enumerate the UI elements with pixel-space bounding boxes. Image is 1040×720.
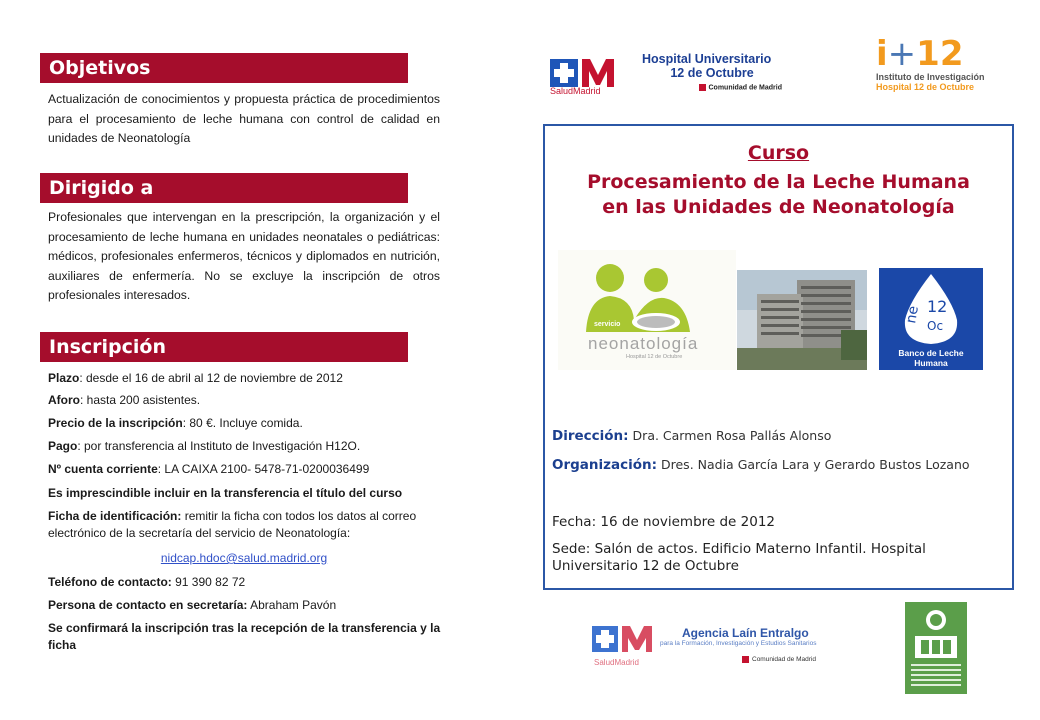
course-title: Procesamiento de la Leche Humana en las Unidades de Neonatología xyxy=(587,171,970,218)
plazo-line: Plazo: desde el 16 de abril al 12 de noviembre de 2012 xyxy=(48,371,343,385)
confirmacion-line: Se confirmará la inscripción tras la recepción de la transferencia y la ficha xyxy=(48,621,441,652)
fecha-line: Fecha: 16 de noviembre de 2012 xyxy=(552,514,776,530)
persona-line: Persona de contacto en secretaría: Abraham Pavón xyxy=(48,598,337,612)
telefono-line: Teléfono de contacto: 91 390 82 72 xyxy=(48,575,246,589)
banco-leche-logo: ne 12 Oc Banco de Leche Humana xyxy=(879,268,983,370)
precio-line: Precio de la inscripción: 80 €. Incluye comida. xyxy=(48,416,303,430)
dirigido-heading: Dirigido a xyxy=(40,173,408,203)
sede-line: Sede: Salón de actos. Edificio Materno Infantil. Hospital Universitario 12 de Octubre xyxy=(552,541,926,574)
svg-text:Oc: Oc xyxy=(927,319,944,333)
comunidad-flag-icon xyxy=(742,656,749,663)
organizacion-line: Organización: Dres. Nadia García Lara y Gerardo Bustos Lozano xyxy=(552,457,970,473)
svg-text:ne: ne xyxy=(903,304,922,325)
saludmadrid-logo: SaludMadrid xyxy=(548,53,620,97)
neonatologia-logo: servicio neonatología Hospital 12 de Octubre xyxy=(558,250,736,370)
i12-logo: i+12 Instituto de Investigación Hospital 12 de Octubre xyxy=(876,34,985,92)
direccion-line: Dirección: Dra. Carmen Rosa Pallás Alonso xyxy=(552,428,832,444)
hospital-building-photo xyxy=(737,270,867,370)
cuenta-line: Nº cuenta corriente: LA CAIXA 2100- 5478-71-0200036499 xyxy=(48,462,370,476)
aforo-line: Aforo: hasta 200 asistentes. xyxy=(48,393,201,407)
svg-text:12: 12 xyxy=(927,297,948,316)
pago-line: Pago: por transferencia al Instituto de Investigación H12O. xyxy=(48,439,361,453)
objetivos-text: Actualización de conocimientos y propuesta práctica de procedimientos para el procesamiento de leche humana con control de calidad en unidades de Neonatología xyxy=(48,92,440,146)
formacion-continuada-logo xyxy=(905,602,967,694)
inscripcion-heading: Inscripción xyxy=(40,332,408,362)
agencia-logo: Agencia Laín Entralgo para la Formación, Investigación y Estudios Sanitarios Comunidad de Madrid SaludMadrid xyxy=(594,626,817,667)
objetivos-heading: Objetivos xyxy=(40,53,408,83)
imprescindible-line: Es imprescindible incluir en la transferencia el título del curso xyxy=(48,486,403,500)
course-label: Curso xyxy=(747,142,810,164)
hospital-logo: Hospital Universitario 12 de Octubre Comunidad de Madrid xyxy=(642,52,782,92)
email-link[interactable]: nidcap.hdoc@salud.madrid.org xyxy=(160,551,328,565)
comunidad-flag-icon xyxy=(699,84,706,91)
dirigido-text: Profesionales que intervengan en la prescripción, la organización y el procesamiento de leche humana en unidades neonatales o pediátricas: médicos, profesionales enfermeros, técnicos y diplomados en nutrición, auxiliares de enfermería. No se excluye la inscripción de otros profesionales interesados. xyxy=(48,210,440,303)
ficha-line: Ficha de identificación: remitir la ficha con todos los datos al correo electrónico de la secretaría del servicio de Neonatología: xyxy=(48,509,417,540)
